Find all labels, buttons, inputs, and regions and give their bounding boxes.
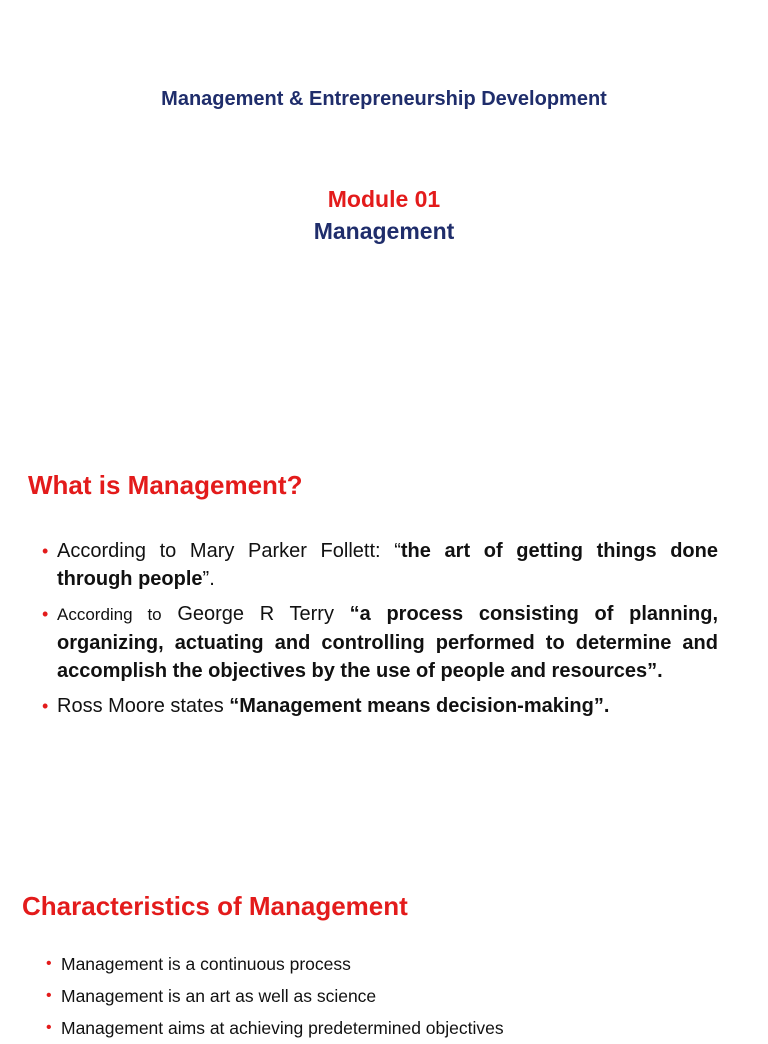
what-is-management-slide [0, 420, 768, 820]
bullet-icon: • [42, 604, 49, 624]
characteristic-text: Management is a continuous process [61, 954, 351, 974]
definitions-list [42, 537, 718, 727]
slide-heading: Characteristics of Management [22, 891, 408, 921]
definition-quote: “Management means decision-making”. [229, 695, 610, 717]
characteristics-slide [0, 820, 768, 1038]
list-item [46, 948, 746, 980]
module-name: Management [313, 218, 455, 244]
bullet-icon: • [46, 987, 52, 1004]
characteristics-list [46, 948, 746, 1044]
definition-moore [42, 692, 718, 720]
module-number: Module 01 [327, 186, 441, 212]
bullet-icon: • [46, 955, 52, 972]
definition-tail: ”. [202, 568, 215, 590]
bullet-icon: • [46, 1019, 52, 1036]
slide-heading: What is Management? [28, 470, 303, 500]
course-title: Management & Entrepreneurship Development [161, 88, 607, 110]
bullet-icon: • [42, 541, 49, 561]
definition-follett [42, 537, 718, 593]
definition-quote: the art of getting things done through people [57, 540, 718, 590]
bullet-icon: • [42, 696, 49, 716]
definition-lead: George R Terry [161, 603, 350, 625]
characteristic-text: Management aims at achieving predetermined objectives [61, 1018, 504, 1038]
title-slide [0, 0, 768, 420]
characteristic-text: Management is an art as well as science [61, 986, 377, 1006]
definition-terry [42, 600, 718, 685]
list-item [46, 1012, 746, 1044]
definition-lead: According to Mary Parker Follett: “ [57, 540, 401, 562]
definition-lead-small: According to [57, 605, 162, 624]
definition-lead: Ross Moore states [57, 695, 230, 717]
list-item [46, 980, 746, 1012]
definition-quote: “a process consisting of planning, organizing, actuating and controlling performed to determine and accomplish the objectives by the use of people and resources”. [57, 603, 718, 682]
